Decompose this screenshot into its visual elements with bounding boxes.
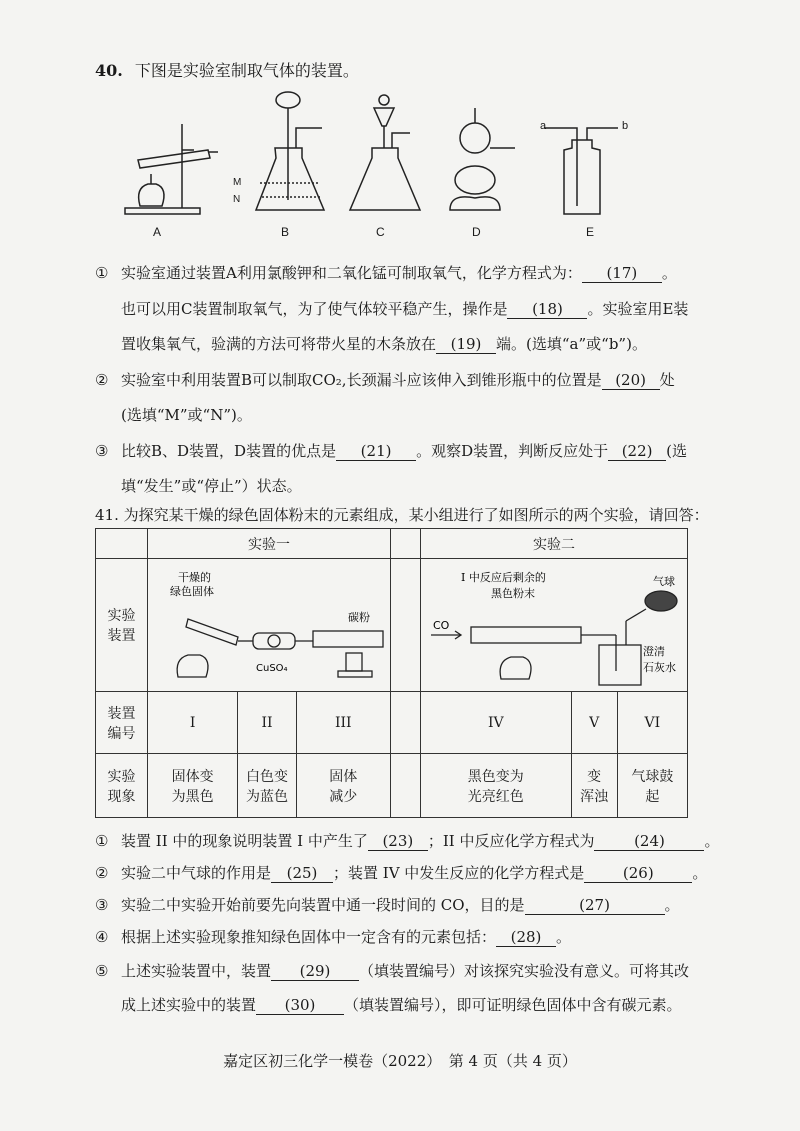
text: 为蓝色 xyxy=(245,788,288,805)
gas-apparatus-figure xyxy=(110,88,630,238)
q40-item-3-line-1 xyxy=(95,440,687,461)
text: 实验室中利用装置B可以制取CO₂,长颈漏斗应该伸入到锥形瓶中的位置是 xyxy=(121,371,602,389)
item-marker: ① xyxy=(95,832,109,850)
q40-item-1-line-2 xyxy=(121,298,688,319)
q41-item-1 xyxy=(95,830,720,851)
fig-label-green-solid-2: 绿色固体 xyxy=(170,585,214,598)
corner-cell xyxy=(96,529,148,559)
device-id-iii: III xyxy=(296,692,390,754)
text: 气球鼓 xyxy=(631,768,674,785)
text: 装置 xyxy=(107,628,136,644)
device-id-i: I xyxy=(148,692,238,754)
fig-label-co: CO xyxy=(433,619,450,632)
item-marker: ② xyxy=(95,371,109,389)
text: 。 xyxy=(556,928,572,946)
item-marker: ④ xyxy=(95,928,109,946)
observation-iv xyxy=(421,754,572,818)
text: 实验 xyxy=(107,608,136,624)
q41-item-5-line-2 xyxy=(121,994,682,1015)
fig-label-limewater-2: 石灰水 xyxy=(643,661,676,674)
gap-cell xyxy=(391,529,421,559)
q40-item-3-line-2: 填“发生”或“停止”）状态。 xyxy=(121,477,302,495)
text: 起 xyxy=(645,788,660,805)
apparatus-label-c: C xyxy=(376,225,385,239)
apparatus-a xyxy=(125,124,218,214)
question-40-heading xyxy=(95,58,359,81)
text: 成上述实验中的装置 xyxy=(121,996,257,1014)
text: 白色变 xyxy=(245,768,288,785)
apparatus-b xyxy=(256,92,324,210)
observation-vi xyxy=(617,754,687,818)
exp1-header: 实验一 xyxy=(148,529,391,559)
text: 光亮红色 xyxy=(467,788,524,805)
blank-30[interactable]: (30) xyxy=(256,996,344,1015)
exp2-diagram-cell xyxy=(421,559,688,692)
text: （填装置编号）对该探究实验没有意义。可将其改 xyxy=(359,962,690,980)
fig-label-carbon: 碳粉 xyxy=(348,611,370,624)
text: 比较B、D装置，D装置的优点是 xyxy=(121,442,337,460)
exp1-diagram xyxy=(148,559,390,687)
blank-25[interactable]: (25) xyxy=(271,864,333,883)
fig-label-green-solid-1: 干燥的 xyxy=(178,571,211,584)
text: 置收集氧气，验满的方法可将带火星的木条放在 xyxy=(121,335,437,353)
text: 实验二中实验开始前要先向装置中通一段时间的 CO，目的是 xyxy=(121,896,525,914)
text: 为黑色 xyxy=(171,788,214,805)
item-marker: ⑤ xyxy=(95,962,109,980)
exp2-header: 实验二 xyxy=(421,529,688,559)
device-id-ii: II xyxy=(238,692,296,754)
page-footer: 嘉定区初三化学一模卷（2022） 第 4 页（共 4 页） xyxy=(223,1052,577,1070)
question-41-intro: 41. 为探究某干燥的绿色固体粉末的元素组成，某小组进行了如图所示的两个实验，请回答： xyxy=(95,506,709,524)
blank-19[interactable]: (19) xyxy=(436,335,496,354)
text: (选 xyxy=(666,442,687,460)
text: 现象 xyxy=(107,788,136,805)
text: 浑浊 xyxy=(580,788,609,805)
apparatus-c xyxy=(350,95,420,210)
text: 。 xyxy=(692,864,708,882)
text: 实验室通过装置A利用氯酸钾和二氧化锰可制取氧气，化学方程式为： xyxy=(121,264,582,282)
blank-29[interactable]: (29) xyxy=(271,962,359,981)
text: 实验二中气球的作用是 xyxy=(121,864,272,882)
label-n: N xyxy=(233,194,241,205)
apparatus-label-a: A xyxy=(153,225,162,239)
question-intro: 下图是实验室制取气体的装置。 xyxy=(134,61,359,80)
observation-v xyxy=(571,754,617,818)
text: 端。(选填“a”或“b”)。 xyxy=(496,335,647,353)
text: （填装置编号），即可证明绿色固体中含有碳元素。 xyxy=(344,996,682,1014)
observation-ii xyxy=(238,754,296,818)
apparatus-label-e: E xyxy=(586,225,595,239)
text: 处 xyxy=(659,371,675,389)
blank-18[interactable]: (18) xyxy=(507,300,587,319)
q41-item-4 xyxy=(95,926,571,947)
blank-17[interactable]: (17) xyxy=(582,264,662,283)
observation-i xyxy=(148,754,238,818)
apparatus-e xyxy=(544,128,618,214)
text: 上述实验装置中，装置 xyxy=(121,962,272,980)
label-m: M xyxy=(233,177,242,188)
fig-label-residue-1: I 中反应后剩余的 xyxy=(461,571,546,584)
text: 。 xyxy=(704,832,720,850)
text: 装置 xyxy=(107,705,136,722)
blank-24[interactable]: (24) xyxy=(594,832,704,851)
text: 。观察D装置，判断反应处于 xyxy=(416,442,609,460)
apparatus-label-d: D xyxy=(472,225,481,239)
text: ；装置 IV 中发生反应的化学方程式是 xyxy=(333,864,585,882)
text: 。 xyxy=(664,896,680,914)
item-marker: ③ xyxy=(95,442,109,460)
device-id-iv: IV xyxy=(421,692,572,754)
q41-item-2 xyxy=(95,862,707,883)
blank-26[interactable]: (26) xyxy=(584,864,692,883)
gap-cell xyxy=(391,754,421,818)
text: 根据上述实验现象推知绿色固体中一定含有的元素包括： xyxy=(121,928,497,946)
observation-iii xyxy=(296,754,390,818)
item-marker: ③ xyxy=(95,896,109,914)
text: 黑色变为 xyxy=(467,768,524,785)
exp1-diagram-cell xyxy=(148,559,391,692)
question-number: 40. xyxy=(95,61,123,80)
blank-20[interactable]: (20) xyxy=(602,371,660,390)
label-b: b xyxy=(622,120,629,132)
q40-item-2-line-2: (选填“M”或“N”)。 xyxy=(121,406,252,424)
row-header-setup xyxy=(96,559,148,692)
q41-item-5-line-1 xyxy=(95,960,689,981)
blank-28[interactable]: (28) xyxy=(496,928,556,947)
fig-label-limewater-1: 澄清 xyxy=(643,645,665,658)
text: 编号 xyxy=(107,725,136,742)
q40-item-1-line-1 xyxy=(95,262,677,283)
row-header-id xyxy=(96,692,148,754)
item-marker: ① xyxy=(95,264,109,282)
blank-21[interactable]: (21) xyxy=(336,442,416,461)
blank-27[interactable]: (27) xyxy=(525,896,665,915)
device-id-vi: VI xyxy=(617,692,687,754)
text: 固体变 xyxy=(171,768,214,785)
text: 减少 xyxy=(329,788,358,805)
text: 装置 II 中的现象说明装置 I 中产生了 xyxy=(121,832,368,850)
text: 固体 xyxy=(329,768,358,785)
apparatus-d xyxy=(450,108,515,210)
row-header-observation xyxy=(96,754,148,818)
text: 也可以用C装置制取氧气，为了使气体较平稳产生，操作是 xyxy=(121,300,508,318)
label-a: a xyxy=(540,120,547,132)
q40-item-2-line-1 xyxy=(95,369,675,390)
gap-cell xyxy=(391,559,421,692)
gap-cell xyxy=(391,692,421,754)
fig-label-balloon: 气球 xyxy=(653,575,675,588)
text: 变 xyxy=(587,768,602,785)
exp2-diagram xyxy=(421,559,687,687)
device-id-v: V xyxy=(571,692,617,754)
text: 实验 xyxy=(107,768,136,785)
experiment-table xyxy=(95,528,688,818)
blank-22[interactable]: (22) xyxy=(608,442,666,461)
item-marker: ② xyxy=(95,864,109,882)
q41-item-3 xyxy=(95,894,680,915)
fig-label-cuso4: CuSO₄ xyxy=(256,663,288,674)
blank-23[interactable]: (23) xyxy=(368,832,428,851)
text: 。 xyxy=(661,264,677,282)
fig-label-residue-2: 黑色粉末 xyxy=(491,587,535,600)
text: 。实验室用E装 xyxy=(587,300,689,318)
apparatus-label-b: B xyxy=(281,225,290,239)
q40-item-1-line-3 xyxy=(121,333,647,354)
text: ；II 中反应化学方程式为 xyxy=(427,832,595,850)
